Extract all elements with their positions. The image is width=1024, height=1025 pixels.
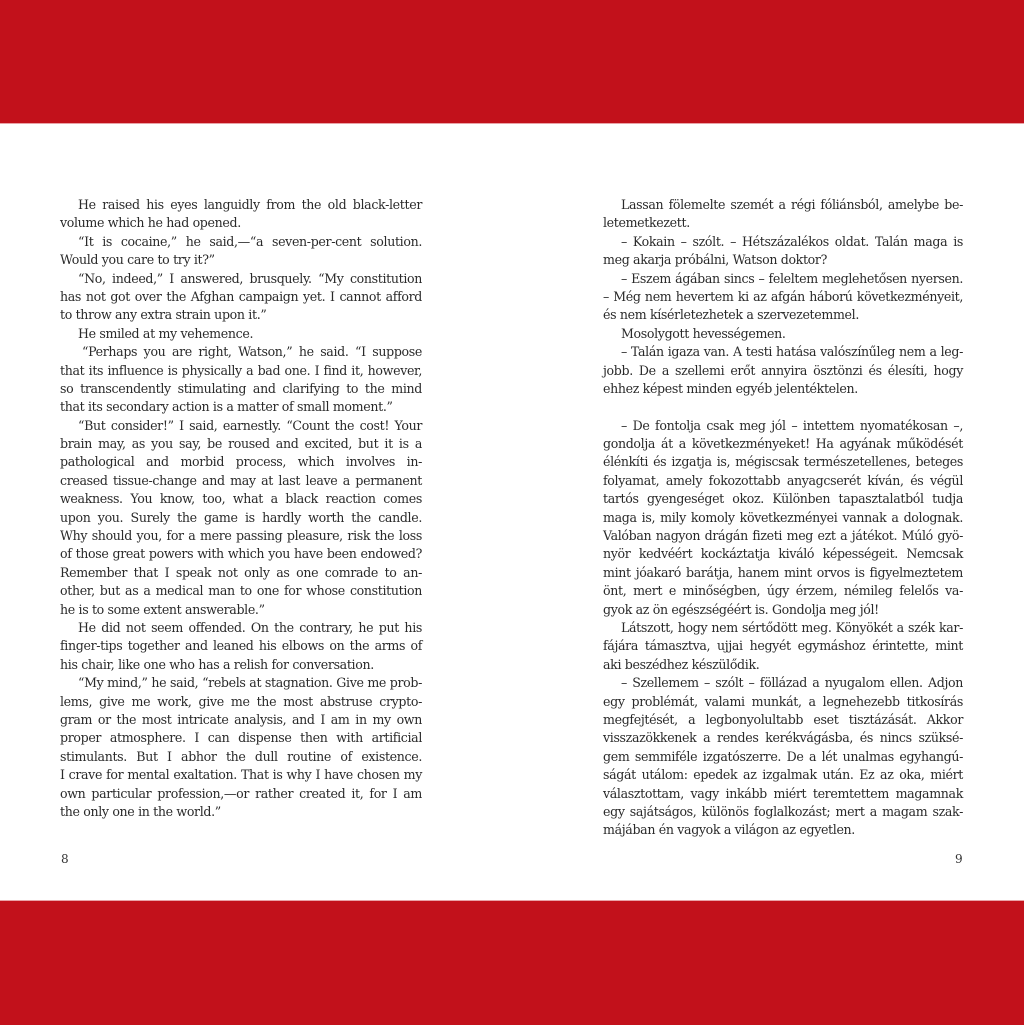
text-line: Mosolygott hevességemen. xyxy=(621,325,786,341)
text-line: “My mind,” he said, “rebels at stagnation. Give me prob- xyxy=(78,675,422,691)
text-line: his chair, like one who has a relish for conversation. xyxy=(60,656,374,672)
text-line: Would you care to try it?” xyxy=(60,252,215,268)
text-line: has not got over the Afghan campaign yet. I cannot afford xyxy=(60,288,422,304)
text-line: Valóban nagyon drágán fizeti meg ezt a játékot. Múló gyö- xyxy=(603,528,963,544)
text-line: tartós gyengeséget okoz. Különben tapasztalatból tudja xyxy=(603,491,963,507)
text-line: pathological and morbid process, which involves in- xyxy=(60,454,422,470)
text-line: gyok az ön egészségéért is. Gondolja meg jól! xyxy=(603,601,879,617)
text-line: “But consider!” I said, earnestly. “Count the cost! Your xyxy=(78,417,422,433)
text-line: – Eszem ágában sincs – feleltem meglehetősen nyersen. xyxy=(621,270,963,286)
text-line: the only one in the world.” xyxy=(60,803,221,819)
text-line: – Még nem hevertem ki az afgán háború következményeit, xyxy=(603,288,963,304)
text-line: gem semmiféle izgatószerre. De a lét unalmas egyhangú- xyxy=(603,748,963,764)
text-line: other, but as a medical man to one for whose constitution xyxy=(60,583,422,599)
text-line: fájára támasztva, ujjai hegyét egymáshoz érintette, mint xyxy=(603,638,963,654)
text-line: “It is cocaine,” he said,—“a seven-per-cent solution. xyxy=(78,233,422,249)
text-line: – Kokain – szólt. – Hétszázalékos oldat. Talán maga is xyxy=(621,233,963,249)
text-line: He smiled at my vehemence. xyxy=(78,325,254,341)
text-line: önt, mert e minőségben, úgy érzem, némileg felelős va- xyxy=(603,583,963,599)
text-line: I crave for mental exaltation. That is why I have chosen my xyxy=(60,767,422,783)
bottom-red-band xyxy=(0,900,1024,1025)
paragraph-gap xyxy=(603,398,963,416)
text-line: ságát utálom: epedek az izgalmak után. Ez az oka, miért xyxy=(603,767,963,783)
text-line: to throw any extra strain upon it.” xyxy=(60,307,267,323)
text-line: Why should you, for a mere passing pleasure, risk the loss xyxy=(60,528,422,544)
text-line: He did not seem offended. On the contrary, he put his xyxy=(78,619,422,635)
text-line: weakness. You know, too, what a black reaction comes xyxy=(60,491,422,507)
text-line: megfejtését, a legbonyolultabb eset tisztázását. Akkor xyxy=(603,711,963,727)
text-line: proper atmosphere. I can dispense then with artificial xyxy=(60,730,422,746)
text-line: that its secondary action is a matter of small moment.” xyxy=(60,399,393,415)
text-line: gram or the most intricate analysis, and I am in my own xyxy=(60,711,422,727)
text-line: élénkíti és izgatja is, mégiscsak természetellenes, beteges xyxy=(603,454,963,470)
text-line: – Szellemem – szólt – föllázad a nyugalom ellen. Adjon xyxy=(621,675,963,691)
text-line: lems, give me work, give me the most abstruse crypto- xyxy=(60,693,422,709)
right-page-text xyxy=(603,196,963,840)
text-line: he is to some extent answerable.” xyxy=(60,601,265,617)
text-line: Remember that I speak not only as one comrade to an- xyxy=(60,564,422,580)
text-line: májában én vagyok a világon az egyetlen. xyxy=(603,822,855,838)
text-line: own particular profession,—or rather created it, for I am xyxy=(60,785,422,801)
text-line: “Perhaps you are right, Watson,” he said. “I suppose xyxy=(82,344,422,360)
text-line: so transcendently stimulating and clarifying to the mind xyxy=(60,380,422,396)
text-line: mint jóakaró barátja, hanem mint orvos is figyelmeztetem xyxy=(603,564,963,580)
text-line: “No, indeed,” I answered, brusquely. “My constitution xyxy=(78,270,422,286)
text-line: that its influence is physically a bad one. I find it, however, xyxy=(60,362,422,378)
text-line: maga is, mily komoly következményei vannak a dolognak. xyxy=(603,509,963,525)
text-line: Lassan fölemelte szemét a régi fóliánsból, amelybe be- xyxy=(621,197,963,212)
text-line: jobb. De a szellemi erőt annyira ösztönzi és élesíti, hogy xyxy=(603,362,963,378)
text-line: egy sajátságos, különös foglalkozást; mert a magam szak- xyxy=(603,803,963,819)
text-line: – Talán igaza van. A testi hatása valószínűleg nem a leg- xyxy=(621,344,963,360)
text-line: folyamat, amely fokozottabb anyagcserét kíván, és végül xyxy=(603,472,963,488)
text-line: letemetkezett. xyxy=(603,215,690,231)
text-line: brain may, as you say, be roused and excited, but it is a xyxy=(60,436,422,452)
text-line: visszazökkenek a rendes kerékvágásba, és nincs szüksé- xyxy=(603,730,963,746)
text-line: gondolja át a következményeket! Ha agyának működését xyxy=(603,436,963,452)
text-line: és nem kísérletezhetek a szervezetemmel. xyxy=(603,307,859,323)
text-line: meg akarja próbálni, Watson doktor? xyxy=(603,252,827,268)
right-page-number: 9 xyxy=(955,852,963,866)
text-line: stimulants. But I abhor the dull routine of existence. xyxy=(60,748,422,764)
text-line: egy problémát, valami munkát, a legnehezebb titkosírás xyxy=(603,693,963,709)
left-page-number: 8 xyxy=(61,852,69,866)
text-line: creased tissue-change and may at last leave a permanent xyxy=(60,472,422,488)
text-line: ehhez képest minden egyéb jelentéktelen. xyxy=(603,380,858,396)
text-line: finger-tips together and leaned his elbows on the arms of xyxy=(60,638,422,654)
text-line: of those great powers with which you have been endowed? xyxy=(60,546,422,562)
text-line: He raised his eyes languidly from the old black-letter xyxy=(78,197,422,212)
text-line: választottam, vagy inkább miért teremtettem magamnak xyxy=(603,785,963,801)
left-page-text xyxy=(60,196,422,821)
text-line: volume which he had opened. xyxy=(60,215,241,231)
text-line: Látszott, hogy nem sértődött meg. Könyökét a szék kar- xyxy=(621,619,963,635)
text-line: aki beszédhez készülődik. xyxy=(603,656,760,672)
text-line: – De fontolja csak meg jól – intettem nyomatékosan –, xyxy=(621,417,963,433)
top-red-band xyxy=(0,0,1024,124)
text-line: upon you. Surely the game is hardly worth the candle. xyxy=(60,509,422,525)
text-line: nyör kedvéért kockáztatja kiváló képességeit. Nemcsak xyxy=(603,546,963,562)
